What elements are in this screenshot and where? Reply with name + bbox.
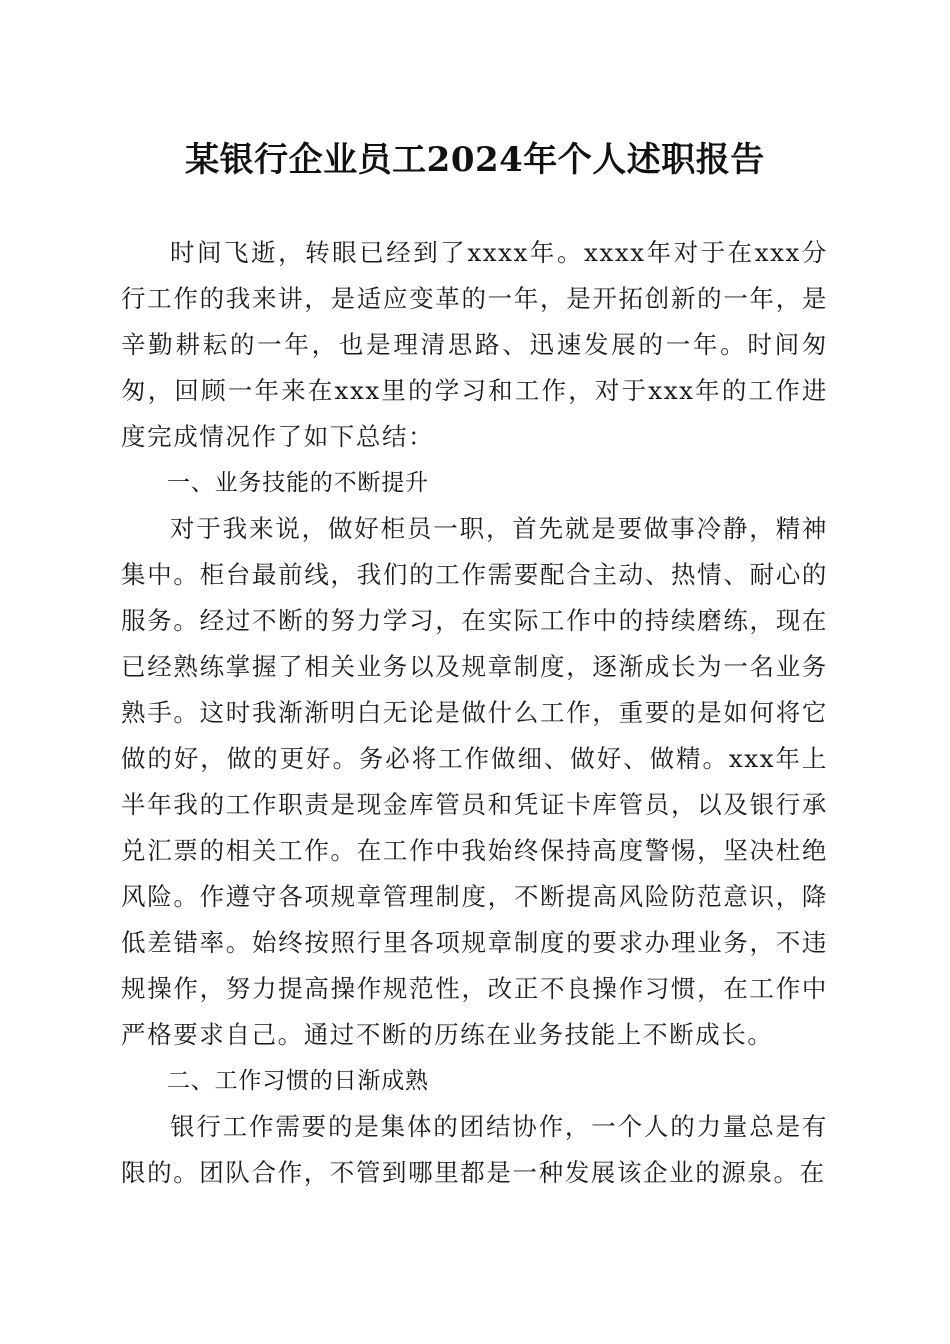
section-paragraph-1: 对于我来说，做好柜员一职，首先就是要做事冷静，精神集中。柜台最前线，我们的工作需要配合主动、热情、耐心的服务。经过不断的努力学习，在实际工作中的持续磨练，现在已经熟练掌握了相关业务以及规章制度，逐渐成长为一名业务熟手。这时我渐渐明白无论是做什么工作，重要的是如何将它做的好，做的更好。务必将工作做细、做好、做精。xxx年上半年我的工作职责是现金库管员和凭证卡库管员，以及银行承兑汇票的相关工作。在工作中我始终保持高度警惕，坚决杜绝风险。作遵守各项规章管理制度，不断提高风险防范意识，降低差错率。始终按照行里各项规章制度的要求办理业务，不违规操作，努力提高操作规范性，改正不良操作习惯，在工作中严格要求自己。通过不断的历练在业务技能上不断成长。: [121, 514, 828, 1049]
intro-paragraph: 时间飞逝，转眼已经到了xxxx年。xxxx年对于在xxx分行工作的我来讲，是适应变革的一年，是开拓创新的一年，是辛勤耕耘的一年，也是理清思路、迅速发展的一年。时间匆匆，回顾一年来在xxx里的学习和工作，对于xxx年的工作进度完成情况作了如下总结：: [121, 238, 828, 451]
section-heading-1: 一、业务技能的不断提升: [167, 470, 429, 496]
document-body: [121, 230, 828, 1196]
document-title: 某银行企业员工2024年个人述职报告: [185, 140, 765, 180]
section-heading-2: 二、工作习惯的日渐成熟: [167, 1068, 429, 1094]
section-paragraph-2: 银行工作需要的是集体的团结协作，一个人的力量总是有限的。团队合作，不管到哪里都是一种发展该企业的源泉。在: [121, 1112, 828, 1187]
